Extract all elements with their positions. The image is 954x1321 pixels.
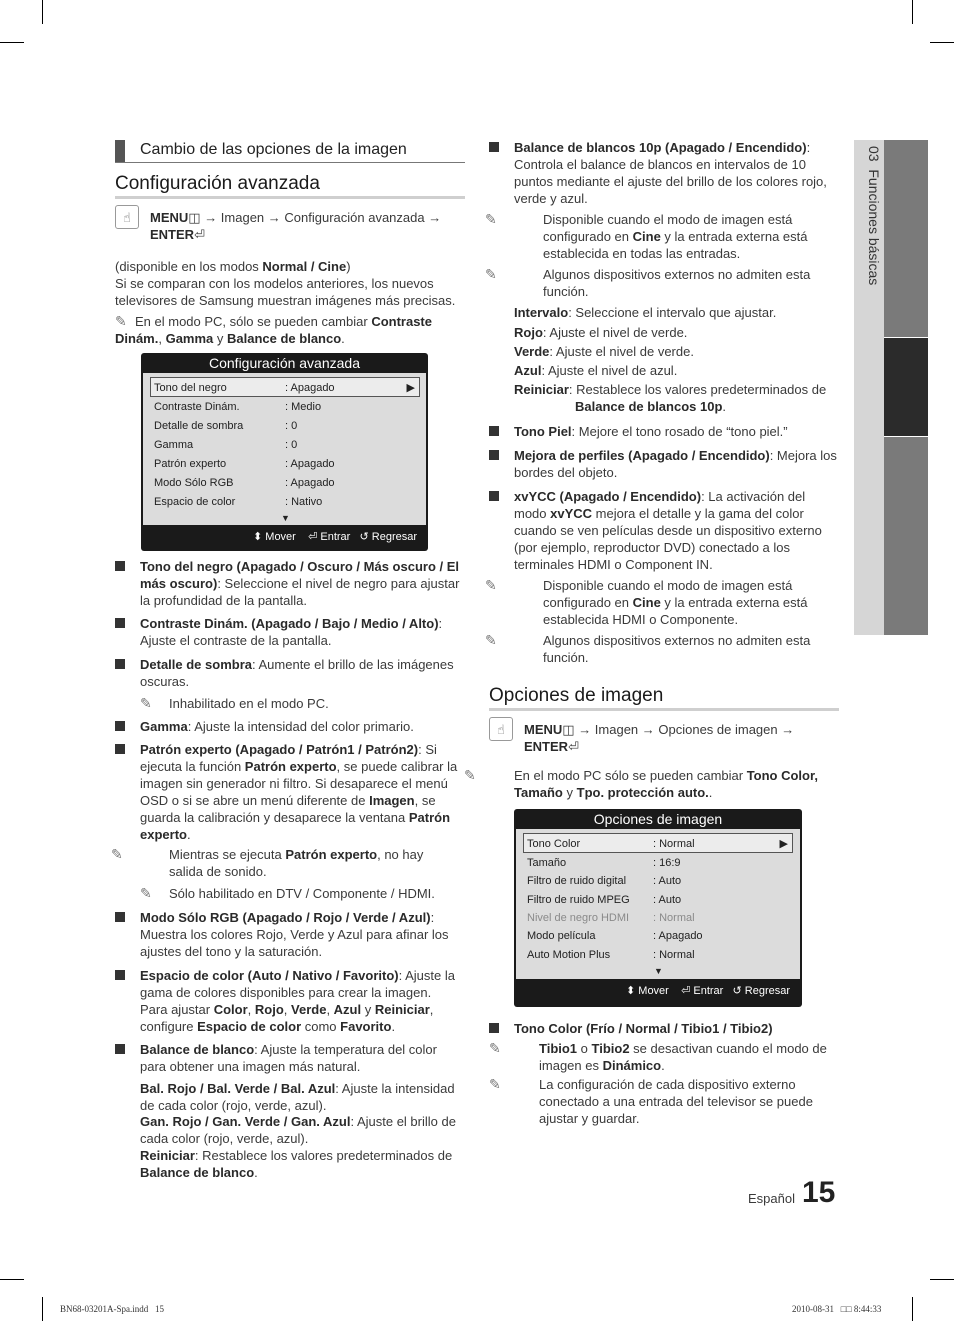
- bullet: [489, 450, 499, 460]
- note-tc-1: ✎ Tibio1 o Tibio2 se desactivan cuando el modo de imagen es Dinámico.: [489, 1040, 827, 1073]
- enter-icon: ⏎: [194, 227, 205, 242]
- heading-opciones-imagen: Opciones de imagen: [489, 685, 664, 706]
- crop-mark: [42, 0, 43, 24]
- updown-icon: ⬍: [253, 531, 263, 543]
- note-pencil-icon: ✎: [111, 846, 123, 862]
- bullet: [115, 970, 125, 980]
- item-contraste: Contraste Dinám. (Apagado / Bajo / Medio / Alto): Ajuste el contraste de la pantalla.: [140, 616, 443, 648]
- item-xvycc: xvYCC (Apagado / Encendido): La activación del modo xvYCC mejora el detalle y la gama del color cuando se ven películas desde un dispositivo externo (por ejemplo, reproductor DVD) conectado a los terminales HDMI o Component IN.: [514, 489, 822, 572]
- osd-row[interactable]: Espacio de color : Nativo: [154, 496, 323, 508]
- section-marker: [115, 140, 125, 162]
- menu-path-opciones: MENU◫ → Imagen → Opciones de imagen → ENTER⏎: [524, 722, 795, 754]
- item-mejora-perfiles: Mejora de perfiles (Apagado / Encendido): Mejora los bordes del objeto.: [514, 448, 837, 480]
- heading-configuracion-avanzada: Configuración avanzada: [115, 173, 320, 194]
- item-bal-rojo: Bal. Rojo / Bal. Verde / Bal. Azul: Ajuste la intensidad de cada color (rojo, verde, azul).: [140, 1081, 455, 1113]
- osd-row[interactable]: Detalle de sombra : 0: [154, 420, 298, 432]
- item-patron-experto: Patrón experto (Apagado / Patrón1 / Patrón2): Si ejecuta la función Patrón experto, se puede calibrar la imagen sin generador ni filtro. Si desaparece el menú OSD o si se abre un menú diferente de Imagen, se guarda la calibración y desaparece la ventana Patrón experto.: [140, 742, 458, 842]
- item-tono-piel: Tono Piel: Mejore el tono rosado de “tono piel.”: [514, 424, 788, 439]
- enter-icon: ⏎: [568, 739, 579, 754]
- note-pencil-icon: ✎: [489, 1040, 501, 1056]
- note-xv-2: ✎ Algunos dispositivos externos no admiten esta función.: [485, 632, 811, 665]
- item-reiniciar-10p: Reiniciar: Restablece los valores predeterminados de Balance de blancos 10p.: [514, 382, 827, 414]
- item-gamma: Gamma: Ajuste la intensidad del color primario.: [140, 719, 414, 734]
- osd-row[interactable]: Tono del negro : Apagado ▶: [154, 382, 415, 394]
- return-icon: ↺: [359, 531, 369, 543]
- section-title: Cambio de las opciones de la imagen: [140, 141, 407, 158]
- bullet: [115, 1044, 125, 1054]
- osd-row[interactable]: Patrón experto : Apagado: [154, 458, 335, 470]
- bullet: [115, 912, 125, 922]
- item-modo-rgb: Modo Sólo RGB (Apagado / Rojo / Verde / Azul): Muestra los colores Rojo, Verde y Azul para afinar los ajustes del tono y la saturación.: [140, 910, 449, 959]
- osd-body: [516, 829, 800, 979]
- bullet: [489, 142, 499, 152]
- item-tono-color: Tono Color (Frío / Normal / Tibio1 / Tibio2): [514, 1021, 773, 1036]
- chapter-tab-active: [884, 338, 928, 436]
- item-balance-10p: Balance de blancos 10p (Apagado / Encendido): Controla el balance de blancos en intervalos de 10 puntos mediante el ajuste del brillo de los colores rojo, verde y azul.: [514, 140, 827, 206]
- osd-opciones-imagen: [514, 809, 802, 1007]
- crop-mark: [42, 1297, 43, 1321]
- osd-row[interactable]: Filtro de ruido MPEG : Auto: [527, 894, 682, 906]
- osd-row[interactable]: Filtro de ruido digital : Auto: [527, 875, 682, 887]
- osd-row[interactable]: Modo película : Apagado: [527, 930, 703, 942]
- osd-row-disabled: Nivel de negro HDMI : Normal: [527, 912, 695, 924]
- pc-note: ✎ En el modo PC, sólo se pueden cambiar Contraste Dinám., Gamma y Balance de blanco.: [115, 313, 432, 346]
- osd-title: Configuración avanzada: [209, 355, 360, 371]
- item-detalle-sombra: Detalle de sombra: Aumente el brillo de las imágenes oscuras.: [140, 657, 454, 689]
- bullet: [115, 561, 125, 571]
- note-pencil-icon: ✎: [485, 577, 497, 593]
- bullet: [489, 1023, 499, 1033]
- availability-text: (disponible en los modos Normal / Cine) Si se comparan con los modelos anteriores, los nuevos televisores de Samsung muestran imágenes más precisas.: [115, 259, 456, 308]
- osd-row[interactable]: Tamaño : 16:9: [527, 857, 681, 869]
- menu-path: MENU◫ → Imagen → Configuración avanzada → ENTER⏎: [150, 210, 442, 242]
- chapter-tab: [884, 437, 928, 635]
- note-pencil-icon: ✎: [485, 632, 497, 648]
- bullet: [489, 426, 499, 436]
- note-pencil-icon: ✎: [140, 885, 152, 901]
- item-reiniciar: Reiniciar: Restablece los valores predeterminados de Balance de blanco.: [140, 1148, 453, 1180]
- bullet: [115, 744, 125, 754]
- osd-body: [143, 373, 426, 525]
- note-pencil-icon: ✎: [485, 211, 497, 227]
- scroll-down-icon: ▼: [654, 966, 663, 976]
- bullet: [115, 721, 125, 731]
- note-pencil-icon: ✎: [464, 767, 476, 783]
- osd-title: Opciones de imagen: [593, 811, 723, 827]
- item-azul: Azul: Ajuste el nivel de azul.: [514, 363, 678, 378]
- crop-mark: [0, 42, 24, 43]
- menu-grid-icon: ◫: [188, 210, 201, 225]
- note-b10-1: ✎ Disponible cuando el modo de imagen está configurado en Cine y la entrada externa está establecida en todas las entradas.: [485, 211, 808, 261]
- note-xv-1: ✎ Disponible cuando el modo de imagen está configurado en Cine y la entrada externa está establecida HDMI o Componente.: [485, 577, 808, 627]
- bullet: [489, 491, 499, 501]
- enter-icon: ⏎: [308, 531, 318, 543]
- note-pencil-icon: ✎: [485, 266, 497, 282]
- item-tono-del-negro: Tono del negro (Apagado / Oscuro / Más oscuro / El más oscuro): Seleccione el nivel de negro para ajustar la profundidad de la pantalla.: [140, 559, 460, 608]
- bullet: [115, 618, 125, 628]
- osd-row[interactable]: Gamma : 0: [154, 439, 298, 451]
- scroll-down-icon: ▼: [281, 513, 290, 523]
- bullet: [115, 659, 125, 669]
- section-rule: [115, 162, 465, 163]
- osd-row[interactable]: Contraste Dinám. : Medio: [154, 401, 322, 413]
- remote-hand-icon: ☝: [489, 717, 513, 741]
- return-icon: ↺: [732, 985, 742, 997]
- osd-configuracion-avanzada: [141, 353, 428, 551]
- item-balance-blanco: Balance de blanco: Ajuste la temperatura del color para obtener una imagen más natural.: [140, 1042, 437, 1074]
- item-rojo: Rojo: Ajuste el nivel de verde.: [514, 325, 688, 340]
- osd-row[interactable]: Tono Color : Normal ▶: [527, 838, 788, 850]
- note-pencil-icon: ✎: [140, 695, 152, 711]
- remote-hand-icon: ☝: [115, 205, 139, 229]
- enter-icon: ⏎: [681, 985, 691, 997]
- item-intervalo: Intervalo: Seleccione el intervalo que ajustar.: [514, 305, 777, 320]
- item-espacio-color: Espacio de color (Auto / Nativo / Favorito): Ajuste la gama de colores disponibles para crear la imagen. Para ajustar Color, Rojo, Verde, Azul y Reiniciar, configure Espacio de color como Favorito.: [140, 968, 455, 1034]
- heading-rule: [489, 708, 839, 711]
- page-language: Español: [748, 1191, 795, 1206]
- note-patron-2: ✎ Sólo habilitado en DTV / Componente / HDMI.: [140, 885, 435, 901]
- note-patron-1: ✎ Mientras se ejecuta Patrón experto, no hay salida de sonido.: [111, 846, 424, 879]
- arrow-right-icon: ▶: [779, 838, 788, 850]
- osd-row[interactable]: Auto Motion Plus : Normal: [527, 949, 695, 961]
- note-pencil-icon: ✎: [489, 1076, 501, 1092]
- crop-mark: [912, 1297, 913, 1321]
- print-file: BN68-03201A-Spa.indd 15: [60, 1304, 164, 1314]
- osd-footer: ⬍ Mover ⏎ Entrar ↺ Regresar: [253, 531, 418, 543]
- arrow-right-icon: ▶: [406, 382, 415, 394]
- note-b10-2: ✎ Algunos dispositivos externos no admiten esta función.: [485, 266, 811, 299]
- heading-rule: [115, 196, 465, 199]
- note-tc-2: ✎ La configuración de cada dispositivo externo conectado a una entrada del televisor se puede ajustar y guardar.: [489, 1076, 813, 1126]
- menu-grid-icon: ◫: [562, 722, 575, 737]
- chapter-label: 03 Funciones básicas: [866, 146, 882, 286]
- note-sombra: ✎ Inhabilitado en el modo PC.: [140, 695, 329, 711]
- crop-mark: [930, 1279, 954, 1280]
- print-date: 2010-08-31 □□ 8:44:33: [792, 1304, 882, 1314]
- pc-note-opciones: ✎ En el modo PC sólo se pueden cambiar Tono Color, Tamaño y Tpo. protección auto..: [464, 767, 818, 800]
- item-verde: Verde: Ajuste el nivel de verde.: [514, 344, 694, 359]
- chapter-tab: [884, 140, 928, 337]
- osd-row[interactable]: Modo Sólo RGB : Apagado: [154, 477, 335, 489]
- crop-mark: [912, 0, 913, 24]
- note-pencil-icon: ✎: [115, 313, 127, 329]
- updown-icon: ⬍: [626, 985, 636, 997]
- item-gan-rojo: Gan. Rojo / Gan. Verde / Gan. Azul: Ajuste el brillo de cada color (rojo, verde, azul).: [140, 1114, 456, 1146]
- osd-footer: ⬍ Mover ⏎ Entrar ↺ Regresar: [626, 985, 791, 997]
- page-number: 15: [802, 1176, 836, 1209]
- crop-mark: [0, 1279, 24, 1280]
- crop-mark: [930, 42, 954, 43]
